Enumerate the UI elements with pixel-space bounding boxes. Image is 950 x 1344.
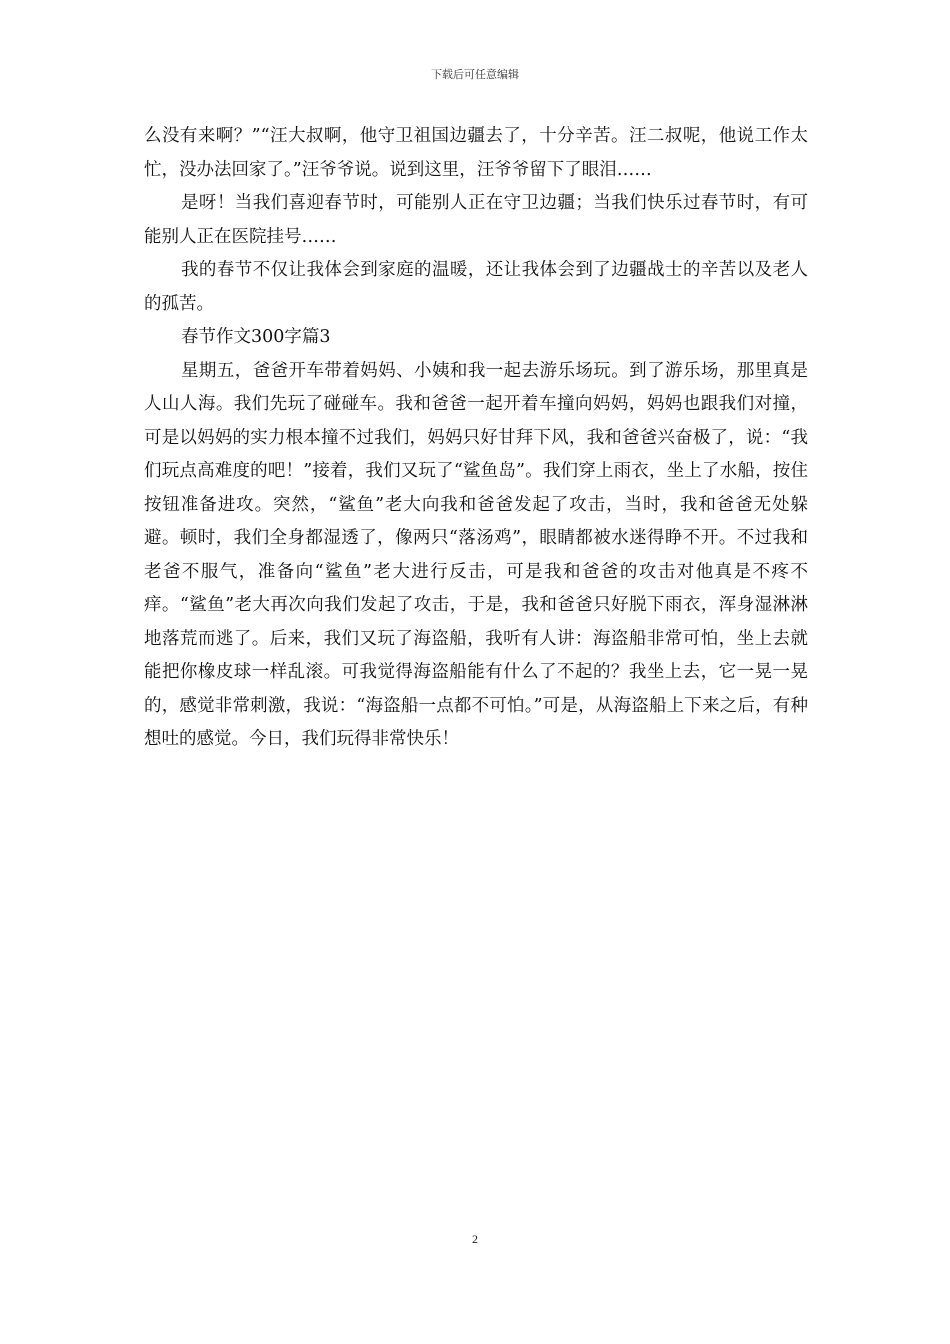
page-number: 2 (472, 1232, 478, 1246)
section-heading: 春节作文300字篇3 (181, 327, 331, 347)
paragraph: 星期五，爸爸开车带着妈妈、小姨和我一起去游乐场玩。到了游乐场，那里真是人山人海。我们先玩了碰碰车。我和爸爸一起开着车撞向妈妈，妈妈也跟我们对撞，可是以妈妈的实力根本撞不过我们，妈妈只好甘拜下风，我和爸爸兴奋极了，说：“我们玩点高难度的吧！”接着，我们又玩了“鲨鱼岛”。我们穿上雨衣，坐上了水船，按住按钮准备进攻。突然，“鲨鱼”老大向我和爸爸发起了攻击，当时，我和爸爸无处躲避。顿时，我们全身都湿透了，像两只“落汤鸡”，眼睛都被水迷得睁不开。不过我和老爸不服气，准备向“鲨鱼”老大进行反击，可是我和爸爸的攻击对他真是不疼不痒。“鲨鱼”老大再次向我们发起了攻击，于是，我和爸爸只好脱下雨衣，浑身湿淋淋地落荒而逃了。后来，我们又玩了海盗船，我听有人讲：海盗船非常可怕，坐上去就能把你橡皮球一样乱滚。可我觉得海盗船能有什么了不起的？我坐上去，它一晃一晃的，感觉非常刺激，我说：“海盗船一点都不可怕。”可是，从海盗船上下来之后，有种想吐的感觉。今日，我们玩得非常快乐！ (144, 360, 808, 749)
paragraph: 我的春节不仅让我体会到家庭的温暖，还让我体会到了边疆战士的辛苦以及老人的孤苦。 (144, 260, 808, 314)
document-body (144, 120, 808, 757)
paragraph: 么没有来啊？”“汪大叔啊，他守卫祖国边疆去了，十分辛苦。汪二叔呢，他说工作太忙，没办法回家了。”汪爷爷说。说到这里，汪爷爷留下了眼泪…… (144, 126, 808, 180)
page-header: 下载后可任意编辑 (431, 68, 519, 81)
paragraph: 是呀！当我们喜迎春节时，可能别人正在守卫边疆；当我们快乐过春节时，有可能别人正在医院挂号…… (144, 193, 808, 247)
